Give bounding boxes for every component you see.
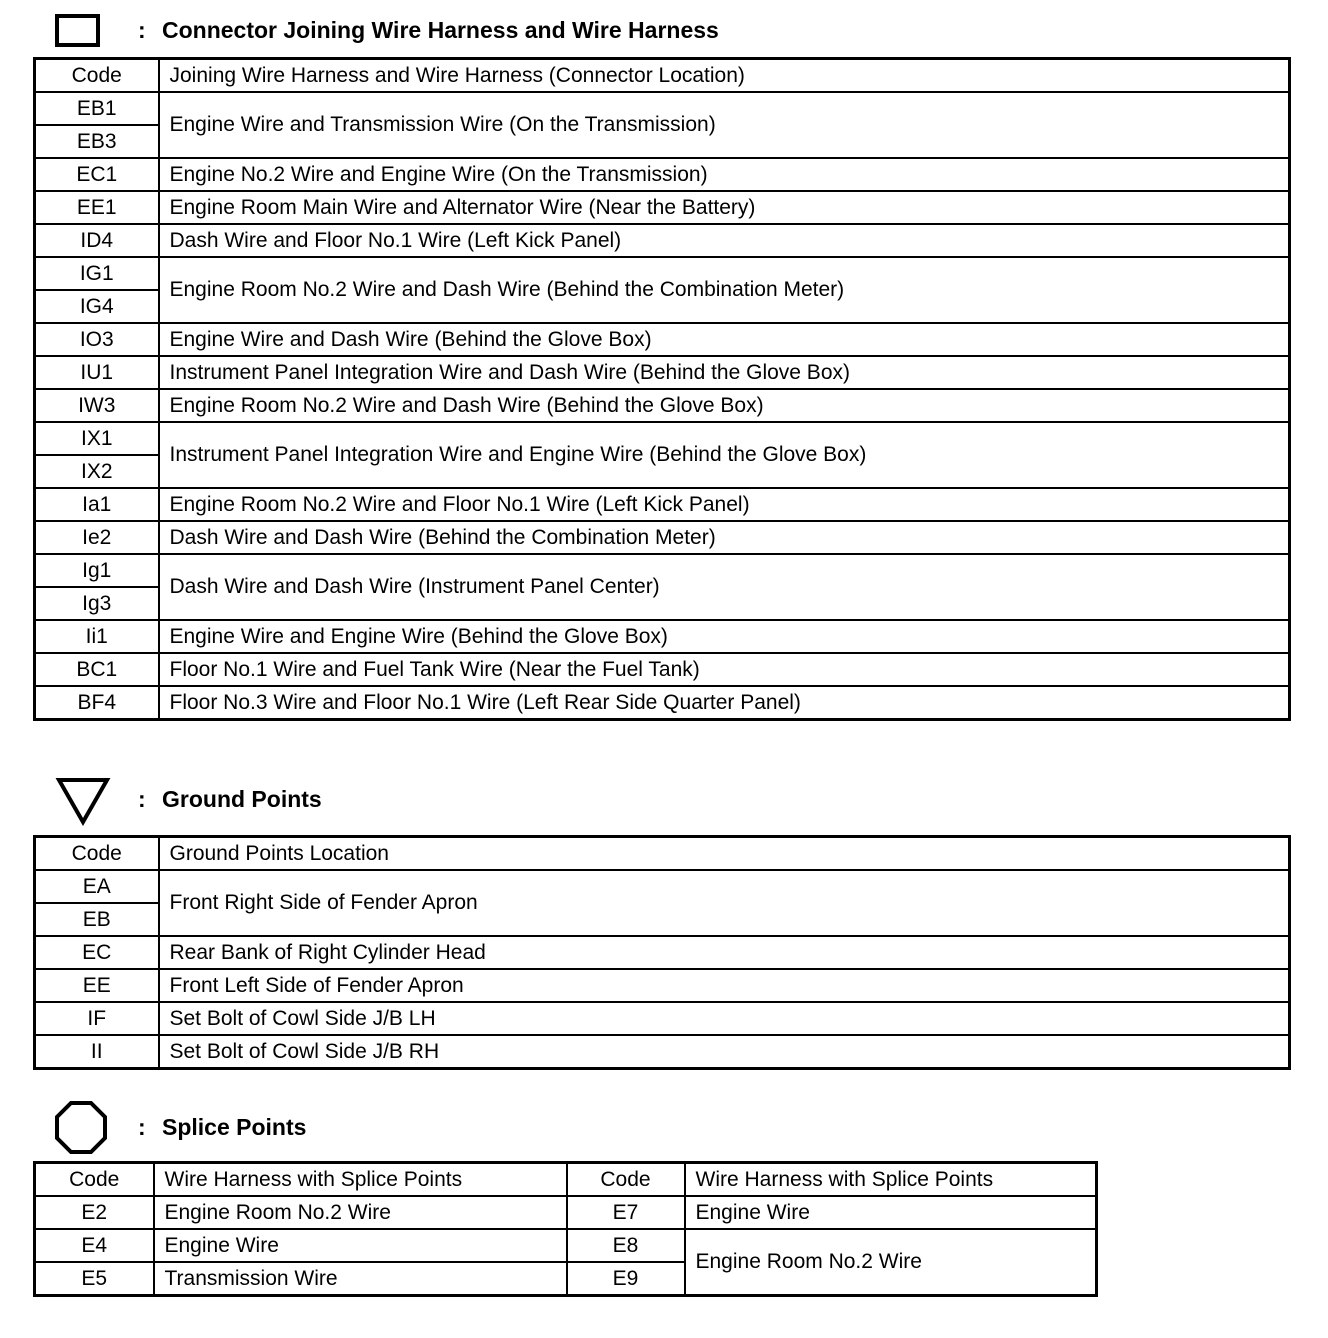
header-desc-left: Wire Harness with Splice Points	[154, 1163, 567, 1197]
connectors-code: EB3	[35, 125, 159, 158]
connectors-code: ID4	[35, 224, 159, 257]
connectors-row	[35, 92, 1290, 125]
connectors-row	[35, 521, 1290, 554]
connectors-row	[35, 356, 1290, 389]
connectors-location: Engine Room No.2 Wire and Dash Wire (Behind the Combination Meter)	[159, 257, 1290, 323]
heading-colon: :	[138, 1113, 146, 1140]
heading-colon: :	[138, 785, 146, 812]
connectors-location: Floor No.3 Wire and Floor No.1 Wire (Left Rear Side Quarter Panel)	[159, 686, 1290, 720]
ground-location: Set Bolt of Cowl Side J/B LH	[159, 1002, 1290, 1035]
connectors-code: Ia1	[35, 488, 159, 521]
header-code: Code	[35, 837, 159, 871]
connectors-code: Ig1	[35, 554, 159, 587]
ground-table	[33, 835, 1291, 1070]
header-desc-right: Wire Harness with Splice Points	[685, 1163, 1097, 1197]
connectors-code: EE1	[35, 191, 159, 224]
ground-location: Front Left Side of Fender Apron	[159, 969, 1290, 1002]
connectors-row	[35, 686, 1290, 720]
connector-section-title: Connector Joining Wire Harness and Wire Harness	[162, 16, 719, 43]
square-symbol-icon	[55, 14, 101, 48]
header-code-right: Code	[567, 1163, 685, 1197]
ground-code: II	[35, 1035, 159, 1069]
connectors-location: Engine Room No.2 Wire and Floor No.1 Wire (Left Kick Panel)	[159, 488, 1290, 521]
connectors-code: BC1	[35, 653, 159, 686]
ground-row	[35, 870, 1290, 903]
splice-desc: Engine Wire	[154, 1229, 567, 1262]
splice-desc: Engine Room No.2 Wire	[685, 1229, 1097, 1296]
connectors-code: IG4	[35, 290, 159, 323]
connectors-row	[35, 389, 1290, 422]
connectors-location: Engine Wire and Dash Wire (Behind the Glove Box)	[159, 323, 1290, 356]
splice-code: E2	[35, 1196, 154, 1229]
connectors-code: Ig3	[35, 587, 159, 620]
connectors-row	[35, 191, 1290, 224]
connectors-location: Instrument Panel Integration Wire and Dash Wire (Behind the Glove Box)	[159, 356, 1290, 389]
connectors-code: BF4	[35, 686, 159, 720]
splice-code: E4	[35, 1229, 154, 1262]
splice-code: E5	[35, 1262, 154, 1296]
splice-row	[35, 1229, 1097, 1262]
connectors-row	[35, 554, 1290, 587]
splice-desc: Transmission Wire	[154, 1262, 567, 1296]
connectors-row	[35, 323, 1290, 356]
ground-table-header	[35, 837, 1290, 871]
connector-table	[33, 57, 1291, 721]
connectors-location: Dash Wire and Floor No.1 Wire (Left Kick Panel)	[159, 224, 1290, 257]
header-code-left: Code	[35, 1163, 154, 1197]
connectors-code: IX1	[35, 422, 159, 455]
heading-colon: :	[138, 16, 146, 43]
splice-desc: Engine Room No.2 Wire	[154, 1196, 567, 1229]
connectors-code: IO3	[35, 323, 159, 356]
connectors-location: Dash Wire and Dash Wire (Behind the Combination Meter)	[159, 521, 1290, 554]
ground-row	[35, 936, 1290, 969]
splice-code: E9	[567, 1262, 685, 1296]
octagon-symbol-icon	[53, 1100, 109, 1156]
header-code: Code	[35, 59, 159, 93]
connectors-row	[35, 422, 1290, 455]
ground-location: Set Bolt of Cowl Side J/B RH	[159, 1035, 1290, 1069]
ground-location: Rear Bank of Right Cylinder Head	[159, 936, 1290, 969]
splice-desc: Engine Wire	[685, 1196, 1097, 1229]
connectors-location: Dash Wire and Dash Wire (Instrument Panel Center)	[159, 554, 1290, 620]
ground-location: Front Right Side of Fender Apron	[159, 870, 1290, 936]
ground-row	[35, 1035, 1290, 1069]
ground-row	[35, 1002, 1290, 1035]
splice-table	[33, 1161, 1098, 1297]
connectors-code: IG1	[35, 257, 159, 290]
connectors-location: Engine Room Main Wire and Alternator Wire (Near the Battery)	[159, 191, 1290, 224]
ground-code: IF	[35, 1002, 159, 1035]
connectors-location: Engine Wire and Engine Wire (Behind the Glove Box)	[159, 620, 1290, 653]
ground-code: EA	[35, 870, 159, 903]
connectors-location: Engine Room No.2 Wire and Dash Wire (Behind the Glove Box)	[159, 389, 1290, 422]
connectors-row	[35, 257, 1290, 290]
ground-row	[35, 969, 1290, 1002]
connectors-row	[35, 620, 1290, 653]
connectors-row	[35, 653, 1290, 686]
connectors-code: Ie2	[35, 521, 159, 554]
connectors-location: Engine No.2 Wire and Engine Wire (On the Transmission)	[159, 158, 1290, 191]
connectors-code: IU1	[35, 356, 159, 389]
connectors-code: Ii1	[35, 620, 159, 653]
connectors-location: Engine Wire and Transmission Wire (On the Transmission)	[159, 92, 1290, 158]
splice-code: E8	[567, 1229, 685, 1262]
connectors-code: EC1	[35, 158, 159, 191]
splice-row	[35, 1196, 1097, 1229]
connectors-location: Floor No.1 Wire and Fuel Tank Wire (Near the Fuel Tank)	[159, 653, 1290, 686]
header-desc: Ground Points Location	[159, 837, 1290, 871]
connectors-code: IX2	[35, 455, 159, 488]
header-desc: Joining Wire Harness and Wire Harness (Connector Location)	[159, 59, 1290, 93]
splice-section-title: Splice Points	[162, 1113, 307, 1140]
ground-code: EC	[35, 936, 159, 969]
ground-section-title: Ground Points	[162, 785, 322, 812]
connectors-row	[35, 158, 1290, 191]
connectors-row	[35, 488, 1290, 521]
triangle-symbol-icon	[55, 776, 111, 826]
connectors-code: EB1	[35, 92, 159, 125]
ground-code: EE	[35, 969, 159, 1002]
splice-code: E7	[567, 1196, 685, 1229]
connectors-code: IW3	[35, 389, 159, 422]
splice-table-header	[35, 1163, 1097, 1197]
connectors-row	[35, 224, 1290, 257]
connector-table-header	[35, 59, 1290, 93]
ground-code: EB	[35, 903, 159, 936]
connectors-location: Instrument Panel Integration Wire and Engine Wire (Behind the Glove Box)	[159, 422, 1290, 488]
